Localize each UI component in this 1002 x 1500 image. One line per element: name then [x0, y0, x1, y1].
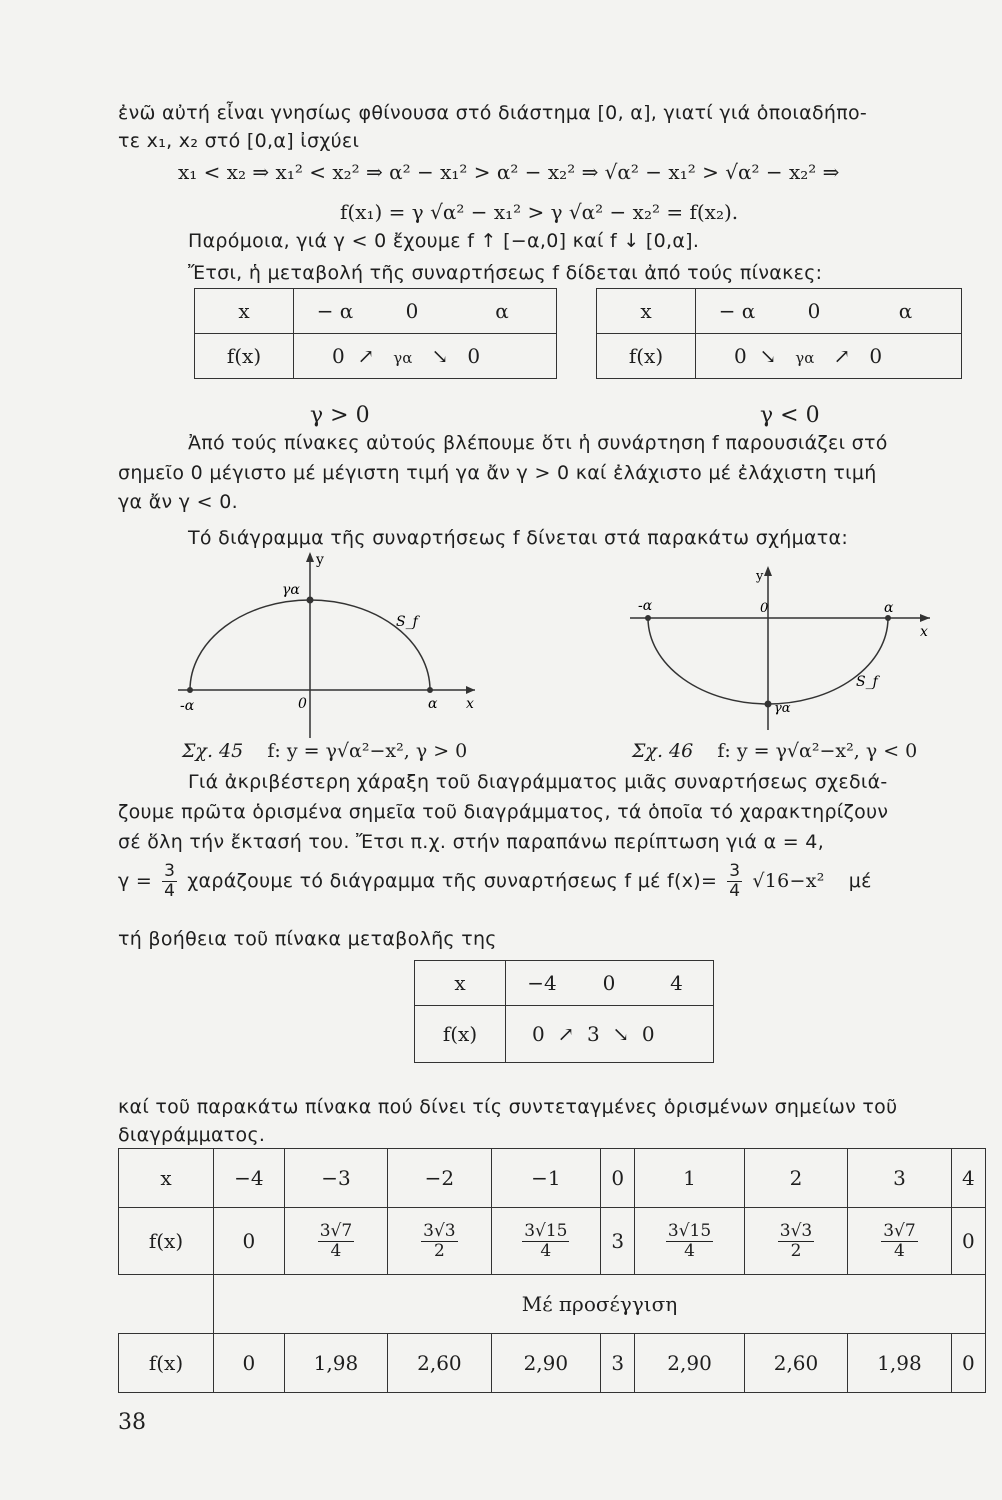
table-cell: 3: [848, 1149, 951, 1208]
fraction: [881, 1222, 917, 1260]
figure-caption: [182, 740, 467, 762]
fraction: [318, 1222, 354, 1260]
table-cell: 1,98: [848, 1334, 951, 1393]
table-cell: 0: [601, 1149, 635, 1208]
formula-line: [118, 862, 872, 900]
table-cell: 0: [951, 1208, 985, 1275]
variation-table-positive: [194, 288, 557, 379]
arrow-up-icon: ↗: [833, 344, 851, 368]
cell: f(x): [415, 1006, 506, 1063]
point-label: -α: [638, 598, 653, 614]
page-number: 38: [118, 1410, 146, 1435]
point: [645, 615, 651, 621]
text-line: ἐνῶ αὐτή εἶναι γνησίως φθίνουσα στό διάστημα [0, α], γιατί γιά ὁποιαδήπο-: [118, 102, 868, 124]
row-header: f(x): [119, 1334, 214, 1393]
fraction: [421, 1222, 457, 1260]
value: 0: [869, 344, 883, 368]
row-header: f(x): [119, 1208, 214, 1275]
text-line: καί τοῦ παρακάτω πίνακα πού δίνει τίς συντεταγμένες ὁρισμένων σημείων τοῦ: [118, 1096, 898, 1118]
table-row: [119, 1149, 986, 1208]
table-cell: 0: [214, 1208, 285, 1275]
value: 0: [332, 344, 345, 368]
table-cell: [284, 1208, 387, 1275]
inequality-line: x₁ < x₂ ⇒ x₁² < x₂² ⇒ α² − x₁² > α² − x₂² ⇒ √α² − x₁² > √α² − x₂² ⇒: [178, 160, 840, 184]
cell: 4: [640, 961, 714, 1006]
denominator: 2: [433, 1240, 445, 1261]
cell: 0: [778, 289, 850, 334]
text-fragment: χαράζουμε τό διάγραμμα τῆς συναρτήσεως f μέ f(x)=: [187, 870, 718, 893]
figure-caption: [632, 740, 917, 762]
text-fragment: γ =: [118, 870, 153, 893]
table-cell: 3: [601, 1334, 635, 1393]
table-cell: 2: [744, 1149, 847, 1208]
cell: [696, 334, 962, 379]
point-label: α: [884, 600, 894, 616]
cell: x: [415, 961, 506, 1006]
numerator: 3: [164, 861, 176, 881]
axis-label: x: [920, 624, 928, 640]
point-label: γα: [282, 582, 300, 598]
text-line: σέ ὅλη τήν ἔκτασή του. Ἔτσι π.χ. στήν παραπάνω περίπτωση γιά α = 4,: [118, 831, 825, 853]
cell: [506, 1006, 714, 1063]
table-cell: 2,60: [388, 1334, 491, 1393]
numerator: 3: [729, 861, 741, 881]
text-line: γα ἄν γ < 0.: [118, 491, 238, 513]
table-cell: 4: [951, 1149, 985, 1208]
fraction: [778, 1222, 814, 1260]
text-line: σημεῖο 0 μέγιστο μέ μέγιστη τιμή γα ἄν γ > 0 καί ἐλάχιστο μέ ἐλάχιστη τιμή: [118, 462, 877, 484]
cell: 0: [578, 961, 640, 1006]
axis-label: x: [466, 696, 474, 712]
table-cell: 0: [951, 1334, 985, 1393]
table-cell: [491, 1208, 600, 1275]
value: 0: [532, 1022, 545, 1046]
table-cell: [388, 1208, 491, 1275]
numerator: 3√3: [423, 1220, 456, 1241]
arrow-up-icon: ↗: [557, 1022, 575, 1046]
denominator: 4: [540, 1240, 552, 1261]
cell: x: [195, 289, 294, 334]
point: [427, 687, 433, 693]
caption-formula: f: y = γ√α²−x², γ > 0: [267, 740, 468, 762]
cell: 0: [376, 289, 448, 334]
point-label: γα: [774, 701, 791, 716]
text-line: τε x₁, x₂ στό [0,α] ἰσχύει: [118, 130, 360, 152]
denominator: 4: [729, 880, 741, 901]
text-fragment: μέ: [848, 870, 872, 893]
cell: − α: [696, 289, 779, 334]
inequality-line: f(x₁) = γ √α² − x₁² > γ √α² − x₂² = f(x₂).: [340, 200, 739, 224]
y-arrow-icon: [306, 552, 314, 562]
arrow-up-icon: ↗: [357, 344, 375, 368]
text-line: ζουμε πρῶτα ὁρισμένα σημεῖα τοῦ διαγράμματος, τά ὁποῖα τό χαρακτηρίζουν: [118, 801, 889, 823]
point-label: α: [428, 696, 438, 712]
fraction: [522, 1222, 569, 1260]
numerator: 3√15: [524, 1220, 568, 1241]
point: [765, 701, 772, 708]
condition-label: γ < 0: [760, 403, 820, 428]
arrow-down-icon: ↘: [431, 344, 449, 368]
numerator: 3√7: [319, 1220, 353, 1241]
origin-label: 0: [298, 696, 307, 712]
axis-label: y: [316, 552, 324, 568]
point-label: -α: [180, 698, 195, 714]
arrow-down-icon: ↘: [759, 344, 777, 368]
curve-label: S_f: [396, 614, 418, 630]
approx-heading: Μέ προσέγγιση: [214, 1275, 986, 1334]
table-cell: 0: [214, 1334, 285, 1393]
fraction: [666, 1222, 713, 1260]
value: 0: [467, 344, 481, 368]
cell: [294, 334, 557, 379]
cell: − α: [294, 289, 377, 334]
curve-label: S_f: [856, 674, 878, 690]
text-line: Ἔτσι, ἡ μεταβολή τῆς συναρτήσεως f δίδεται ἀπό τούς πίνακες:: [188, 262, 823, 284]
table-row: [119, 1275, 986, 1334]
figure-46: [620, 562, 940, 734]
origin-label: 0: [760, 601, 769, 616]
value: 0: [734, 344, 747, 368]
fraction: [162, 862, 177, 900]
text-line: διαγράμματος.: [118, 1124, 266, 1146]
value: γα: [795, 349, 815, 367]
text-line: Παρόμοια, γιά γ < 0 ἔχουμε f ↑ [−α,0] καί f ↓ [0,α].: [188, 230, 700, 252]
table-cell: [635, 1208, 744, 1275]
arrow-down-icon: ↘: [612, 1022, 630, 1046]
table-cell: 1: [635, 1149, 744, 1208]
text-fragment: √16−x²: [752, 870, 825, 893]
condition-label: γ > 0: [310, 403, 370, 428]
denominator: 2: [790, 1240, 802, 1261]
table-cell: [848, 1208, 951, 1275]
caption-number: Σχ. 45: [182, 740, 244, 762]
denominator: 4: [330, 1240, 342, 1261]
value: 3: [586, 1022, 600, 1046]
x-arrow-icon: [466, 686, 475, 694]
cell: f(x): [195, 334, 294, 379]
caption-number: Σχ. 46: [632, 740, 694, 762]
denominator: 4: [164, 880, 176, 901]
figure-45: [170, 548, 490, 744]
caption-formula: f: y = γ√α²−x², γ < 0: [717, 740, 918, 762]
denominator: 4: [894, 1240, 905, 1261]
cell: x: [597, 289, 696, 334]
denominator: 4: [684, 1240, 695, 1261]
point: [187, 687, 193, 693]
axis-label: y: [756, 569, 764, 584]
table-cell: 2,90: [635, 1334, 744, 1393]
text-line: Τό διάγραμμα τῆς συναρτήσεως f δίνεται στά παρακάτω σχήματα:: [188, 527, 849, 549]
table-cell: 2,60: [744, 1334, 847, 1393]
table-cell: 2,90: [491, 1334, 600, 1393]
coordinates-table: [118, 1148, 986, 1393]
text-line: Ἀπό τούς πίνακες αὐτούς βλέπουμε ὅτι ἡ συνάρτηση f παρουσιάζει στό: [188, 432, 888, 454]
numerator: 3√7: [883, 1220, 916, 1241]
row-header: x: [119, 1149, 214, 1208]
table-row: [119, 1208, 986, 1275]
text-line: τή βοήθεια τοῦ πίνακα μεταβολῆς της: [118, 928, 497, 950]
cell: −4: [506, 961, 579, 1006]
value: 0: [641, 1022, 655, 1046]
y-arrow-icon: [764, 566, 772, 576]
table-cell: −4: [214, 1149, 285, 1208]
x-arrow-icon: [920, 614, 930, 622]
numerator: 3√3: [779, 1220, 813, 1241]
variation-table-negative: [596, 288, 962, 379]
point: [307, 597, 314, 604]
table-cell: 3: [601, 1208, 635, 1275]
text-line: Γιά ἀκριβέστερη χάραξη τοῦ διαγράμματος μιᾶς συναρτήσεως σχεδιά-: [188, 771, 888, 793]
cell: α: [850, 289, 962, 334]
table-row: [119, 1334, 986, 1393]
cell: f(x): [597, 334, 696, 379]
cell: α: [448, 289, 557, 334]
table-cell: −1: [491, 1149, 600, 1208]
fraction: [727, 862, 742, 900]
table-cell: 1,98: [284, 1334, 387, 1393]
variation-table-example: [414, 960, 714, 1063]
table-cell: −3: [284, 1149, 387, 1208]
value: γα: [393, 349, 413, 367]
numerator: 3√15: [667, 1220, 712, 1241]
table-cell: [744, 1208, 847, 1275]
table-cell: −2: [388, 1149, 491, 1208]
